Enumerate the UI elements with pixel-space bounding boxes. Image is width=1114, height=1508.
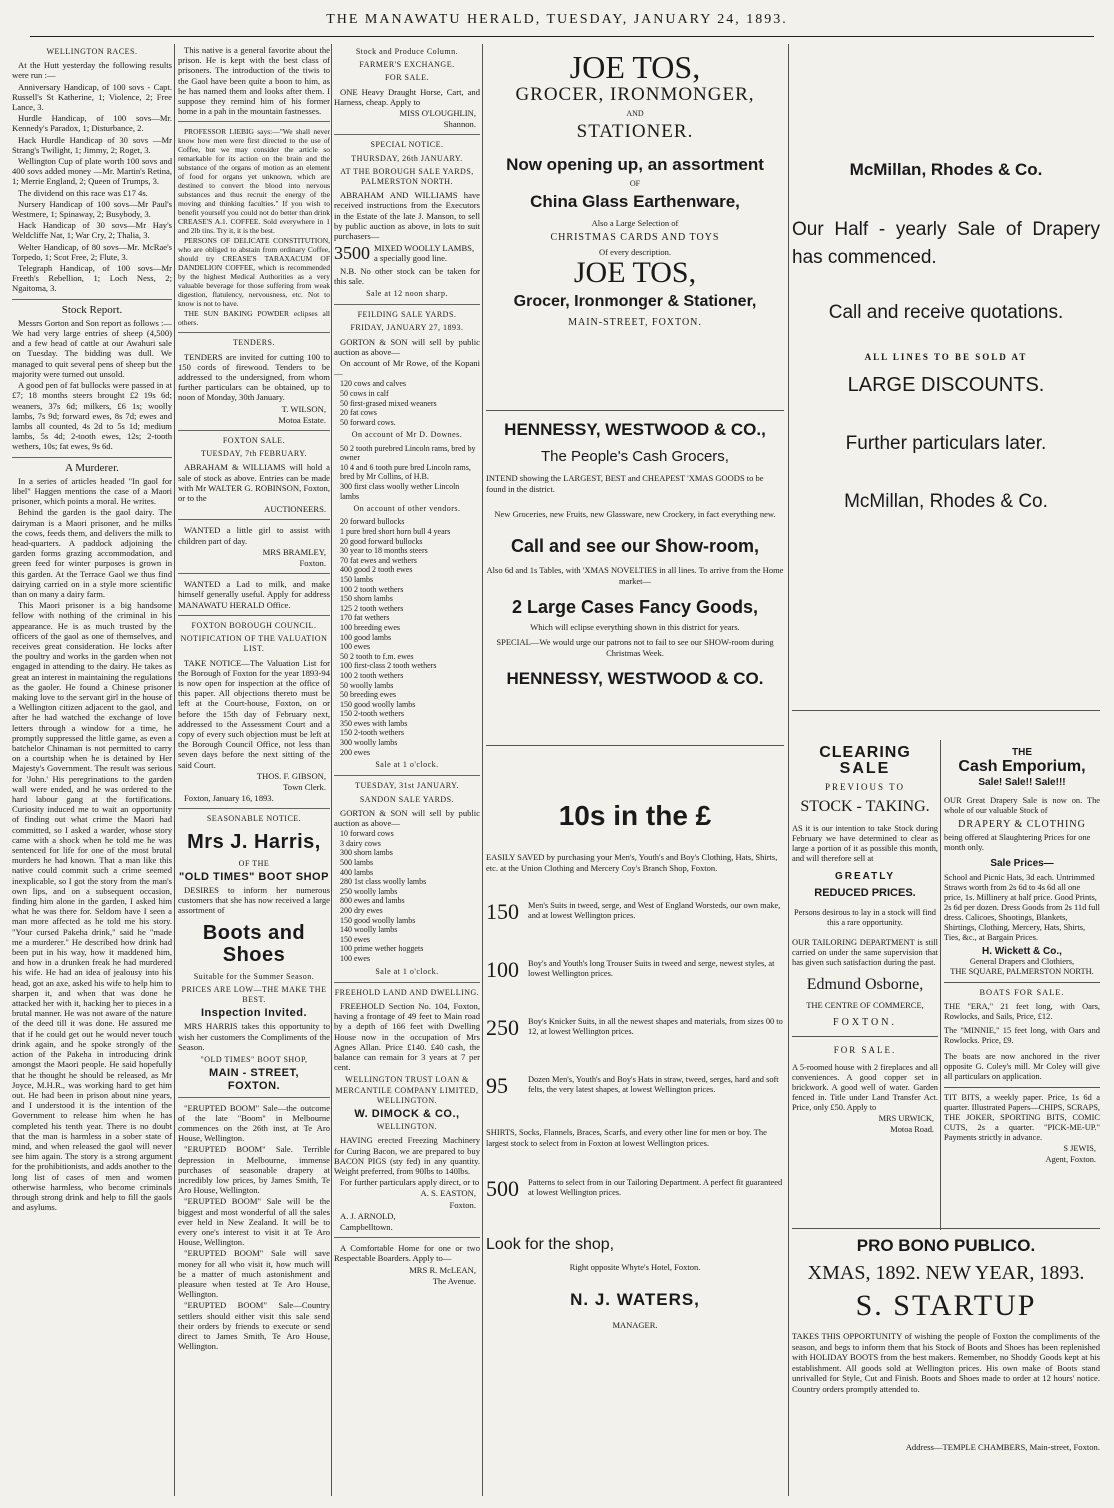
stock-list-item: 50 forward cows. <box>340 417 396 427</box>
stock-list-item: 50 woolly lambs <box>340 680 394 690</box>
foxton-sale-heading: FOXTON SALE. <box>222 436 286 446</box>
stock-list-item: 300 first class woolly wether Lincoln lambs <box>340 482 460 501</box>
tuesday-line: TUESDAY, 31st JANUARY. <box>355 781 459 791</box>
stock-list-item: 30 year to 18 months steers <box>340 546 428 556</box>
inspection-line: Inspection Invited. <box>200 1007 308 1020</box>
osborne-clearing: CLEARING <box>819 744 911 761</box>
stock-list <box>334 829 480 963</box>
joe-tos-grocer: GROCER, IRONMONGER, <box>515 84 755 105</box>
waters-item-text: Boy's and Youth's long Trouser Suits in tweed and serge, newest styles, at lowest Wellington prices. <box>528 959 775 978</box>
divider <box>178 430 330 431</box>
racing-heading: WELLINGTON RACES. <box>46 47 138 56</box>
waters-patterns-text: Patterns to select from in our Tailoring Department. A perfect fit guaranteed at lowest Wellington prices. <box>528 1178 783 1197</box>
stock-list-item: 100 good lambs <box>340 632 392 642</box>
farmers-heading: FARMER'S EXCHANGE. <box>359 60 455 70</box>
waters-opposite: Right opposite Whyte's Hotel, Foxton. <box>569 1262 701 1272</box>
council-heading: FOXTON BOROUGH COUNCIL. <box>191 620 317 630</box>
urwick-sig: MRS URWICK, <box>878 1114 934 1123</box>
special-heading: SPECIAL NOTICE. <box>370 140 444 150</box>
stock-list-item: 50 breeding ewes <box>340 690 396 700</box>
stock-list-item: 100 2 tooth wethers <box>340 584 404 594</box>
stock-list-item: 300 shorn lambs <box>340 848 393 858</box>
stock-list-item: 150 lambs <box>340 574 374 584</box>
joe-tos-xmas: CHRISTMAS CARDS AND TOYS <box>550 232 720 243</box>
wickett-general: General Drapers and Clothiers, <box>969 957 1075 966</box>
harris-shop: "OLD TIMES" BOOT SHOP <box>179 870 329 883</box>
waters-manager: MANAGER. <box>612 1320 658 1330</box>
hennessy-name: HENNESSY, WESTWOOD & CO., <box>504 420 766 439</box>
wickett-name: H. Wickett & Co., <box>982 946 1062 957</box>
emporium-offered: being offered at Slaughtering Prices for one month only. <box>944 833 1091 852</box>
mclean-sig: MRS R. McLEAN, <box>409 1264 476 1275</box>
hennessy-cases: 2 Large Cases Fancy Goods, <box>511 597 759 617</box>
osborne-text: AS it is our intention to take Stock during February we have determined to clear as large a portion of it as possible this month, and will therefore sell at <box>792 824 938 863</box>
stock-list <box>334 517 480 757</box>
boarders-ad: A Comfortable Home for one or two Respectable Boarders. Apply to— <box>334 1243 480 1264</box>
downes-line: On account of Mr D. Downes. <box>351 430 463 440</box>
gorton-text: GORTON & SON will sell by public auction as above— <box>334 336 480 357</box>
easton-sig: A. S. EASTON, <box>420 1188 476 1199</box>
stock-list-item: 400 good 2 tooth ewes <box>340 565 413 575</box>
column-news <box>12 44 172 1496</box>
joe-tos-of: OF <box>629 179 641 188</box>
hennessy-new: New Groceries, new Fruits, new Glassware, new Crockery, in fact everything new. <box>494 509 776 519</box>
stock-list-item: 150 2-tooth wethers <box>340 728 404 738</box>
divider <box>944 1087 1100 1088</box>
stock-list-item: 50 cows in calf <box>340 389 389 399</box>
emporium-sale: Sale! Sale!! Sale!!! <box>978 777 1066 788</box>
stock-list <box>334 444 480 502</box>
mcmillan-name-2: McMillan, Rhodes & Co. <box>844 491 1048 512</box>
murderer-heading: A Murderer. <box>65 461 119 474</box>
boats-anchored: The boats are now anchored in the river opposite G. Coley's mill. Mr Coley will give all particulars on application. <box>944 1052 1100 1081</box>
stock-list-item: 400 lambs <box>340 867 374 877</box>
joe-tos-also: Also a Large Selection of <box>591 218 679 228</box>
boots-heading: Boots and Shoes <box>202 921 306 966</box>
dimock-sub: WELLINGTON. <box>376 1122 438 1132</box>
emporium-ad <box>944 748 1100 1166</box>
divider <box>12 457 172 458</box>
hennessy-call: Call and see our Show-room, <box>510 536 760 556</box>
masthead-rule <box>30 36 1094 37</box>
startup-ad <box>792 1236 1100 1452</box>
boats-era: THE "ERA," 21 feet long, with Oars, Rowlocks, and Sails, Price, £12. <box>944 1002 1100 1021</box>
mcmillan-ad <box>792 160 1100 513</box>
stock-list-item: 10 forward cows <box>340 829 394 839</box>
osborne-previous: PREVIOUS TO <box>825 782 905 792</box>
stock-list-item: 3 dairy cows <box>340 838 381 848</box>
arnold-sig: A. J. ARNOLD, <box>340 1210 396 1221</box>
erupted-ad: "ERUPTED BOOM" Sale—Country settlers should either visit this sale send their orders by friends to execute or send direct to James Smith, Te Aro House, Wellington. <box>178 1300 330 1352</box>
osborne-foxton: FOXTON. <box>833 1017 897 1028</box>
hennessy-intend: INTEND showing the LARGEST, BEST and CHEAPEST 'XMAS GOODS to be found in the district. <box>486 473 764 494</box>
emporium-name: Cash Emporium, <box>958 758 1086 775</box>
stock-list-item: 100 first-class 2 tooth wethers <box>340 661 437 671</box>
racing-para: Telegraph Handicap, of 100 sovs—Mr Freeth's Rebellion, 1; Loch Ness, 2; Ngaitoma, 3. <box>12 263 172 294</box>
stock-list-item: 50 2 tooth purebred Lincoln rams, bred by owner <box>340 443 476 463</box>
column-rule <box>482 44 483 1496</box>
stock-list-item: 200 ewes <box>340 747 370 757</box>
stock-list-item: 100 2 tooth wethers <box>340 670 404 680</box>
friday-line: FRIDAY, JANUARY 27, 1893. <box>350 323 464 333</box>
nb-text: N.B. No other stock can be taken for this sale. <box>334 265 480 286</box>
startup-name: S. STARTUP <box>855 1289 1037 1322</box>
divider <box>178 1097 330 1098</box>
joe-tos-name-2: JOE TOS, <box>573 256 697 289</box>
divider <box>178 615 330 616</box>
masthead-title: THE MANAWATU HERALD, TUESDAY, JANUARY 24, 1893. <box>326 12 788 27</box>
divider <box>178 519 330 520</box>
prices-line: PRICES ARE LOW—THE MAKE THE BEST. <box>181 984 327 1004</box>
stock-list-item: 50 2 tooth to f.m. ewes <box>340 651 414 661</box>
other-line: On account of other vendors. <box>353 504 461 514</box>
delicate-ad: PERSONS OF DELICATE CONSTITUTION, who are obliged to abstain from ordinary Coffee, should try CREASE'S TARAXACUM OF DANDELION COFFEE, which is recommended by the highest Medical Authorities as a very valuable beverage for those suffering from weak digestion, flatulency, nervousness, etc. Not to know is not to have. <box>178 236 330 309</box>
tenders-heading: TENDERS. <box>233 338 275 348</box>
divider <box>334 304 480 305</box>
column-rule <box>788 44 789 1496</box>
tenders-sig: T. WILSON, <box>281 403 326 414</box>
titbits-ad: TIT BITS, a weekly paper. Price, 1s 6d a quarter. Illustrated Papers—CHIPS, SCRAPS, THE JOKER, SPORTING BITS, COMIC CUTS, 2s a quarter. "PICK-ME-UP." Payments strictly in advance. <box>944 1093 1100 1142</box>
erupted-ad: "ERUPTED BOOM" Sale—the outcome of the late "Boom" in Melbourne commences on the 26th inst, at Te Aro House, Wellington. <box>178 1102 330 1144</box>
rowe-line: On account of Mr Rowe, of the Kopani— <box>334 358 480 379</box>
waters-item-num: 250 <box>486 1015 519 1040</box>
waters-shirts: SHIRTS, Socks, Flannels, Braces, Scarfs, and every other line for men or boy. The largest stock to select from in Foxton at lowest Wellington prices. <box>486 1127 767 1148</box>
stock-list-item: 100 prime wether hoggets <box>340 944 424 954</box>
startup-text: TAKES THIS OPPORTUNITY of wishing the people of Foxton the compliments of the season, and begs to inform them that his Stock of Boots and Shoes has been replenished with HOLIDAY BOOTS from the best makers. Remember, no Shoddy Goods kept at his establishment. All goods sold at Wellington prices. His own make of Boots stand unrivalled for Style, Cut and Finish. Boots and Shoes made to order at 12 hours' notice. Country orders promptly attended to. <box>792 1331 1100 1394</box>
divider <box>178 121 330 122</box>
stock-list-item: 250 woolly lambs <box>340 886 398 896</box>
emporium-prices: Sale Prices— <box>990 858 1054 869</box>
stock-report-heading: Stock Report. <box>61 303 123 316</box>
osborne-tailoring: OUR TAILORING DEPARTMENT is still carried on under the same supervision that has given such satisfaction during the past. <box>792 938 938 967</box>
further-text: For further particulars apply direct, or to <box>340 1177 480 1188</box>
divider <box>486 745 784 746</box>
stock-list-item: 140 woolly lambs <box>340 925 398 935</box>
startup-pro: PRO BONO PUBLICO. <box>856 1236 1036 1255</box>
jewis-sig: S JEWIS, <box>1063 1144 1096 1153</box>
joe-tos-china: China Glass Earthenware, <box>530 192 740 211</box>
council-sig: THOS. F. GIBSON, <box>256 770 326 781</box>
mcmillan-further: Further particulars later. <box>845 433 1047 454</box>
divider <box>334 982 480 983</box>
stock-list-item: 70 fat ewes and wethers <box>340 555 417 565</box>
joe-tos-and: AND <box>626 109 644 118</box>
oldtimes-line: "OLD TIMES" BOOT SHOP, <box>200 1054 308 1064</box>
joe-tos-grocer-2: Grocer, Ironmonger & Stationer, <box>513 293 757 310</box>
sun-ad: THE SUN BAKING POWDER eclipses all others. <box>178 309 330 328</box>
trust-line: WELLINGTON TRUST LOAN & MERCANTILE COMPANY LIMITED, WELLINGTON. <box>335 1075 479 1105</box>
forsale-heading: FOR SALE. <box>384 73 430 83</box>
divider <box>178 573 330 574</box>
mcmillan-name: McMillan, Rhodes & Co. <box>849 160 1043 179</box>
waters-item <box>486 901 784 923</box>
girl-sig: Foxton. <box>299 558 326 569</box>
divider <box>178 808 330 809</box>
racing-para: At the Hutt yesterday the following results were run :— <box>12 60 172 81</box>
waters-look: Look for the shop, <box>486 1236 615 1253</box>
aw-text: ABRAHAM AND WILLIAMS have received instructions from the Executors in the Estate of the late J. Manson, to sell by public auction as above, in lots to suit purchasers— <box>334 190 480 242</box>
boats-heading: BOATS FOR SALE. <box>979 988 1065 997</box>
stock-list-item: 100 ewes <box>340 954 370 963</box>
hennessy-name-2: HENNESSY, WESTWOOD & CO. <box>506 669 764 688</box>
divider <box>334 1237 480 1238</box>
hennessy-eclipse: Which will eclipse everything shown in this district for years. <box>530 622 740 632</box>
stock-para: Messrs Gorton and Son report as follows :—We had very large entries of sheep (4,500) and a few head of cattle at our Awahuri sale on Tuesday. The bidding was dull. We managed to quit several pens of sheep but the majority were turned out unsold. <box>12 317 172 379</box>
waters-item-text: Dozen Men's, Youth's and Boy's Hats in straw, tweed, serges, hard and soft felts, the very latest shapes, at lowest Wellington prices. <box>528 1075 779 1094</box>
arnold-sig: Campbelltown. <box>340 1222 393 1233</box>
council-sig: Town Clerk. <box>283 781 326 792</box>
thursday-line: THURSDAY, 26th JANUARY. <box>351 153 463 163</box>
freehold-text: FREEHOLD Section No. 104, Foxton, having a frontage of 49 feet to Main road by a depth of 166 feet with Dwelling House now in the occupation of Mrs Agnes Allan. Price £140. £40 cash, the balance can remain for 3 years at 7 per cent. <box>334 1001 480 1073</box>
tenders-sig: Motoa Estate. <box>278 414 326 425</box>
stock-list-item: 1 pure bred short horn bull 4 years <box>340 527 451 537</box>
joe-tos-opening: Now opening up, an assortment <box>506 155 764 174</box>
stock-list-item: 150 good woolly lambs <box>340 699 416 709</box>
stock-list-item: 125 2 tooth wethers <box>340 603 404 613</box>
joe-tos-every: Of every description. <box>599 247 671 257</box>
gorton-text: GORTON & SON will sell by public auction as above— <box>334 807 480 829</box>
waters-item-text: Boy's Knicker Suits, in all the newest shapes and materials, from sizes 00 to 12, at lowest Wellington prices. <box>528 1017 783 1036</box>
season-heading: SEASONABLE NOTICE. <box>206 814 302 824</box>
osborne-name: Edmund Osborne, <box>806 976 924 993</box>
horse-sig: MISS O'LOUGHLIN, <box>399 108 476 119</box>
emporium-list: School and Picnic Hats, 3d each. Untrimmed Straws worth from 2s 6d to 4s 6d all one price, 1s. Millinery at half price. Good Prints, 2s 6d per dozen. Dress Goods from 2s 11d full dress. Calicoes, Shootings, Blankets, Shirtings, Clothing, Mercery, Hats, Shirts, Ties, &c., at Bargain Prices. <box>944 873 1101 942</box>
stock-list <box>334 379 480 427</box>
erupted-ad: "ERUPTED BOOM" Sale will save money for all who visit it, how much will be a matter of much astonishment and pleasure when tested at Te Aro House, Wellington. <box>178 1248 330 1300</box>
stock-list-item: 20 forward bullocks <box>340 517 405 527</box>
girl-wanted: WANTED a little girl to assist with children part of day. <box>178 525 330 546</box>
foxton-sale-date: TUESDAY, 7th FEBRUARY. <box>201 449 307 459</box>
osborne-ad <box>792 744 938 1136</box>
horse-sig: Shannon. <box>443 119 476 130</box>
stock-list-item: 300 woolly lambs <box>340 738 398 748</box>
boots-sub: Suitable for the Summer Season. <box>193 971 315 981</box>
osborne-forsale: FOR SALE. <box>833 1045 897 1055</box>
column-stock <box>334 44 480 1496</box>
foxton-line: FOXTON. <box>227 1080 281 1093</box>
jewis-sig: Agent, Foxton. <box>1045 1155 1096 1164</box>
emporium-the: THE <box>1012 747 1032 758</box>
harris-name: Mrs J. Harris, <box>187 830 321 853</box>
waters-patterns-num: 500 <box>486 1176 519 1201</box>
council-sub: NOTIFICATION OF THE VALUATION LIST. <box>180 634 328 654</box>
masthead <box>0 0 1114 40</box>
column-rule <box>174 44 175 1496</box>
foxton-sale-text: ABRAHAM & WILLIAMS will hold a sale of stock as above. Entries can be made with Mr WALTER G. ROBINSON, Foxton, or to the <box>178 462 330 504</box>
mixed-count: 3500 <box>334 243 370 264</box>
racing-para: The dividend on this race was £17 4s. <box>18 187 148 198</box>
stock-list-item: 120 cows and calves <box>340 379 406 389</box>
stock-list-item: 800 ewes and lambs <box>340 896 405 906</box>
mcmillan-half: Our Half - yearly Sale of Drapery has commenced. <box>792 219 1100 268</box>
harris-of: OF THE <box>238 858 270 868</box>
harris-text: DESIRES to inform her numerous customers that she has now received a large assortment of <box>178 884 330 916</box>
sandon-heading: SANDON SALE YARDS. <box>359 794 455 804</box>
mclean-sig: The Avenue. <box>432 1275 476 1286</box>
divider <box>334 134 480 135</box>
waters-item <box>486 1017 784 1039</box>
startup-address: Address—TEMPLE CHAMBERS, Main-street, Foxton. <box>905 1442 1100 1452</box>
racing-para: Hack Handicap of 30 sovs—Mr Hay's Weldcliffe Nat, 1; War Cry, 2; Thalia, 3. <box>12 220 172 241</box>
stock-list-item: 150 shorn lambs <box>340 594 393 604</box>
stock-para: A good pen of fat bullocks were passed in at £7; 18 months steers brought £2 19s 6d; weaners, 37s 6d; milkers, £6 1s; woolly lambs, 7s 9d; forward ewes, 8s 7d; ewes and lambs all counted, 4s 2d to 5s 1d; medium lambs, 5s 4d; 2-tooth ewes, 12s; 2-tooth wethers, 10s; fat ewes, 9s 6d. <box>12 380 172 452</box>
stock-list-item: 10 4 and 6 tooth pure bred Lincoln rams, bred by Mr Collins, of H.B. <box>340 462 471 482</box>
erupted-ad: "ERUPTED BOOM" Sale will be the biggest and most wonderful of all the sales ever held in New Zealand. It will be to every one's interest to visit it at Te Aro House, Wellington. <box>178 1196 330 1248</box>
waters-name: N. J. WATERS, <box>570 1290 700 1309</box>
racing-para: Hack Hurdle Handicap of 30 sovs —Mr Strang's Twilight, 1; Jimmy, 2; Roget, 3. <box>12 134 172 155</box>
stock-column-heading: Stock and Produce Column. <box>355 47 459 56</box>
divider <box>12 299 172 300</box>
stock-list-item: 350 ewes with lambs <box>340 718 408 728</box>
tenders-text: TENDERS are invited for cutting 100 to 150 cords of firewood. Tenders to be addressed to the undersigned, from whom further particulars can be obtained, up to noon of Monday, 30th January. <box>178 351 330 403</box>
waters-item <box>486 959 784 981</box>
divider <box>178 332 330 333</box>
waters-easily: EASILY SAVED by purchasing your Men's, Youth's and Boy's Clothing, Hats, Shirts, etc. at the Union Clothing and Mercery Coy's Branch Shop, Foxton. <box>486 852 778 873</box>
mixed-text: MIXED WOOLLY LAMBS, a specially good line. <box>374 243 475 264</box>
divider <box>334 775 480 776</box>
divider <box>792 1228 1100 1229</box>
hennessy-sub: The People's Cash Grocers, <box>541 448 729 465</box>
wickett-square: THE SQUARE, PALMERSTON NORTH. <box>950 967 1094 976</box>
lad-wanted: WANTED a Lad to milk, and make himself generally useful. Apply for address MANAWATU HERALD Office. <box>178 579 330 610</box>
stock-list-item: 100 ewes <box>340 642 370 652</box>
joe-tos-stationer: STATIONER. <box>576 121 694 142</box>
racing-para: Welter Handicap, of 80 sovs—Mr. McRae's Torpedo, 1; Scot Free, 2; Flute, 3. <box>12 241 172 262</box>
divider <box>792 710 1100 711</box>
girl-sig: MRS BRAMLEY, <box>262 546 326 557</box>
council-text: TAKE NOTICE—The Valuation List for the Borough of Foxton for the year 1893-94 is now open for inspection at the office of this paper. All objections thereto must be left at the Court-house, Foxton, on or before the 15th day of February next, addressed to the Assessment Court and a copy of every such objection must be left at the Borough Council Office, not less than seven days before the next sitting of the said Court. <box>178 657 330 770</box>
sale-time: Sale at 12 noon sharp. <box>366 289 448 299</box>
waters-headline: 10s in the £ <box>558 800 712 831</box>
borough-line: AT THE BOROUGH SALE YARDS, PALMERSTON NORTH. <box>340 166 474 187</box>
racing-para: Nursery Handicap of 100 sovs—Mr Paul's Westmere, 1; Spinaway, 2; Busybody, 3. <box>12 198 172 220</box>
mcmillan-call: Call and receive quotations. <box>828 302 1064 323</box>
waters-item-text: Men's Suits in tweed, serge, and West of England Worsteds, our own make, and at lowest Wellington prices. <box>528 901 781 920</box>
murder-para: In a series of articles headed "In gaol for libel" Haggen mentions the case of a Maori prisoner, which points a moral. He writes. <box>12 475 172 507</box>
stock-list-item: 20 good forward bullocks <box>340 536 423 546</box>
racing-para: Wellington Cup of plate worth 100 sovs and 400 sovs added money —Mr. Martin's Retina, 1; Merrie England, 2; Queen of Trumps, 3. <box>12 156 172 187</box>
joe-tos-ad <box>486 50 784 328</box>
emporium-drapery: DRAPERY & CLOTHING <box>958 819 1086 830</box>
waters-ad <box>486 800 784 1330</box>
urwick-sig: Motoa Road. <box>890 1125 934 1134</box>
urwick-house: A 5-roomed house with 2 fireplaces and all conveniences. A good copper set in brickwork. A good well of water. Garden fenced in. Title under Land Transfer Act. Price, only £50. Apply to <box>792 1063 938 1112</box>
foxton-sale-sig: AUCTIONEERS. <box>264 504 326 515</box>
erupted-ad: "ERUPTED BOOM" Sale. Terrible depression in Melbourne, immense purchases of seasonable drapery at incredibly low prices, by James Smith, Te Aro House, Wellington. <box>178 1144 330 1196</box>
osborne-persons: Persons desirous to lay in a stock will find this a rare opportunity. <box>794 908 936 927</box>
harris-thanks: MRS HARRIS takes this opportunity to wish her customers the Compliments of the Season. <box>178 1021 330 1052</box>
liebig-ad: PROFESSOR LIEBIG says:—"We shall never know how men were first directed to the use of Coffee, but we may consider the article so remarkable for its action on the brain and the substance of the organs of motion as an element of food for organs yet unknown, which are destined to convert the blood into nervous substances and thus recruit the energy of the moving and thinking faculties." If you wish to benefit yourself you could not do better than drink CREASE'S A.1. COFFEE. Sold everywhere in 1 and 2lb tins. Try it, it is the best. <box>178 127 330 236</box>
startup-xmas: XMAS, 1892. NEW YEAR, 1893. <box>807 1262 1085 1284</box>
stock-list-item: 150 2-tooth wethers <box>340 709 404 719</box>
osborne-stock: STOCK - TAKING. <box>800 798 930 815</box>
joe-tos-address: MAIN-STREET, FOXTON. <box>568 317 702 328</box>
stock-list-item: 280 1st class woolly lambs <box>340 877 427 887</box>
dimock-heading: W. DIMOCK & CO., <box>354 1108 460 1121</box>
council-date: Foxton, January 16, 1893. <box>184 793 274 804</box>
column-rule <box>331 44 332 1496</box>
waters-item <box>486 1178 784 1200</box>
racing-para: Hurdle Handicap, of 100 sovs—Mr. Kennedy's Paradox, 1; Disturbance, 2. <box>12 113 172 134</box>
divider <box>792 1036 938 1037</box>
stock-list-item: 150 good woolly lambs <box>340 915 416 925</box>
sale-time: Sale at 1 o'clock. <box>375 760 439 770</box>
bacon-text: HAVING erected Freezing Machinery for Curing Bacon, we are prepared to buy BACON PIGS (sty fed) in any quantity. Weight preferred, from 90lbs to 140lbs. <box>334 1135 480 1177</box>
stock-list-item: 500 lambs <box>340 858 374 868</box>
waters-item <box>486 1075 784 1097</box>
stock-list-item: 20 fat cows <box>340 408 377 418</box>
stock-list-item: 150 ewes <box>340 934 370 944</box>
mixed-lambs <box>334 243 480 263</box>
boats-minnie: The "MINNIE," 15 feet long, with Oars and Rowlocks. Price, £9. <box>944 1026 1100 1045</box>
osborne-centre: THE CENTRE OF COMMERCE, <box>806 1000 924 1010</box>
waters-item-num: 150 <box>486 899 519 924</box>
osborne-reduced: REDUCED PRICES. <box>814 887 916 899</box>
prisoner-para: This native is a general favorite about the prison. He is kept with the best class of prisoners. The introduction of the tiwis to the Gaol have been quite a boon to him, as he has named them and looks after them. I suppose they remind him of his former home in a pah in the mountain fastnesses. <box>178 45 330 117</box>
sale-time: Sale at 1 o'clock. <box>375 966 439 976</box>
mainst-line: MAIN - STREET, <box>208 1067 300 1080</box>
feilding-heading: FEILDING SALE YARDS. <box>357 310 457 320</box>
waters-item-num: 100 <box>486 957 519 982</box>
mcmillan-large: LARGE DISCOUNTS. <box>847 374 1045 396</box>
osborne-greatly: GREATLY <box>834 871 896 882</box>
divider <box>486 410 784 411</box>
column-rule <box>940 740 941 1230</box>
mcmillan-all: ALL LINES TO BE SOLD AT <box>864 352 1028 362</box>
easton-sig: Foxton. <box>449 1199 476 1210</box>
stock-list-item: 50 first-grased mixed weaners <box>340 398 437 408</box>
murder-para: Behind the garden is the gaol dairy. The dairyman is a Maori prisoner, and he milks the cows, feeds them, and delivers the milk to head-quarters. A paddock adjoining the garden forms grazing accommodation, and green feed for winter purposes is grown in this garden. At the Terrace Gaol we thus find dairying carried on in a style more scientific than on many a dairy farm. <box>12 507 172 599</box>
column-notices <box>178 44 330 1496</box>
hennessy-ad <box>486 420 784 689</box>
hennessy-also: Also 6d and 1s Tables, with 'XMAS NOVELTIES in all lines. To arrive from the Home market— <box>486 565 784 586</box>
freehold-heading: FREEHOLD LAND AND DWELLING. <box>334 987 480 997</box>
waters-item-num: 95 <box>486 1073 508 1098</box>
emporium-text: OUR Great Drapery Sale is now on. The whole of our valuable Stock of <box>944 796 1100 815</box>
horse-ad: ONE Heavy Draught Horse, Cart, and Harness, cheap. Apply to <box>334 86 480 107</box>
osborne-sale: SALE <box>839 760 891 777</box>
stock-list-item: 200 dry ewes <box>340 906 383 916</box>
murder-para: This Maori prisoner is a big handsome fellow with nothing of the criminal in his appearance. He is as much trusted by the officers of the gaol as one of themselves, and receives great consideration. He locks after the poultry and works in the garden when not engaged in attending to the dairy. He takes as great an interest in maintaining the regulations as the gaoler. He found a Chinese prisoner making love to the servant girl in the house of a Wellington citizen adjacent to the gaol, and after he had watched the exchange of love letters through a window for a time, he promptly suppressed the little game, as even a batchelor Chinaman is not permitted to carry on a courtship when he is detained by Her Majesty's Government. The result was serious for 'John.' His peregrinations to the garden wall were ended, and he was ordered to the hard labour gang at the fortifications. Curiosity induced me to wait an opportunity of finding out what crime the Maori had committed, so I asked a warder, whose story came with a shock when he told me he was sentenced for life for one of the most brutal murders he had known. That a man like this native could commit such a crime seemed inexplicable, so I got the story from the man's own lips, and on a subsequent occasion, finding him alone in the garden, I asked him what he was there for. Seldom have I seen a man more affected as he told me his story. "Your cursed Pakeha drink," said he "made me a murderer." He described how drink had been put in his way, how it maddened him, and how in a drunken freak he had murdered his wife. He had an idea of jealousy into his head, got an axe, asked his wife to help him to sharpen it, and when that was done he attacked her with it, hacking her to pieces in a brutal manner. He was not aware of the nature of the deed till it was done. He assured me that if he could get out he would never touch drink again, and he spoke strongly of the action of the Pakeha in introducing drink amongst the Maori people. He said hopefully that he thought he should be released, as Mr Joyce, M.H.R., was working hard to get him out. He had been in prison about nine years, and I understood it is the intention of the Government to release him when he has completed his tenth year. There is no doubt that the man is harmless in a sober state of mind, and when released the gaol will never see him again. The story is a strong argument for the prohibitionists, and adds another to the long list of cases of men and women otherwise harmless, who become criminals through strong drink and help to fill the gaols and asylums. <box>12 600 172 1213</box>
stock-list-item: 100 breeding ewes <box>340 622 400 632</box>
hennessy-special: SPECIAL—We would urge our patrons not to fail to see our SHOW-room during Christmas Week. <box>496 637 774 658</box>
stock-list-item: 170 fat wethers <box>340 613 390 623</box>
joe-tos-name: JOE TOS, <box>569 49 701 85</box>
racing-para: Anniversary Handicap, of 100 sovs - Capt. Russell's St Katherine, 1; Violence, 2; Free Lance, 3. <box>12 81 172 113</box>
divider <box>944 982 1100 983</box>
